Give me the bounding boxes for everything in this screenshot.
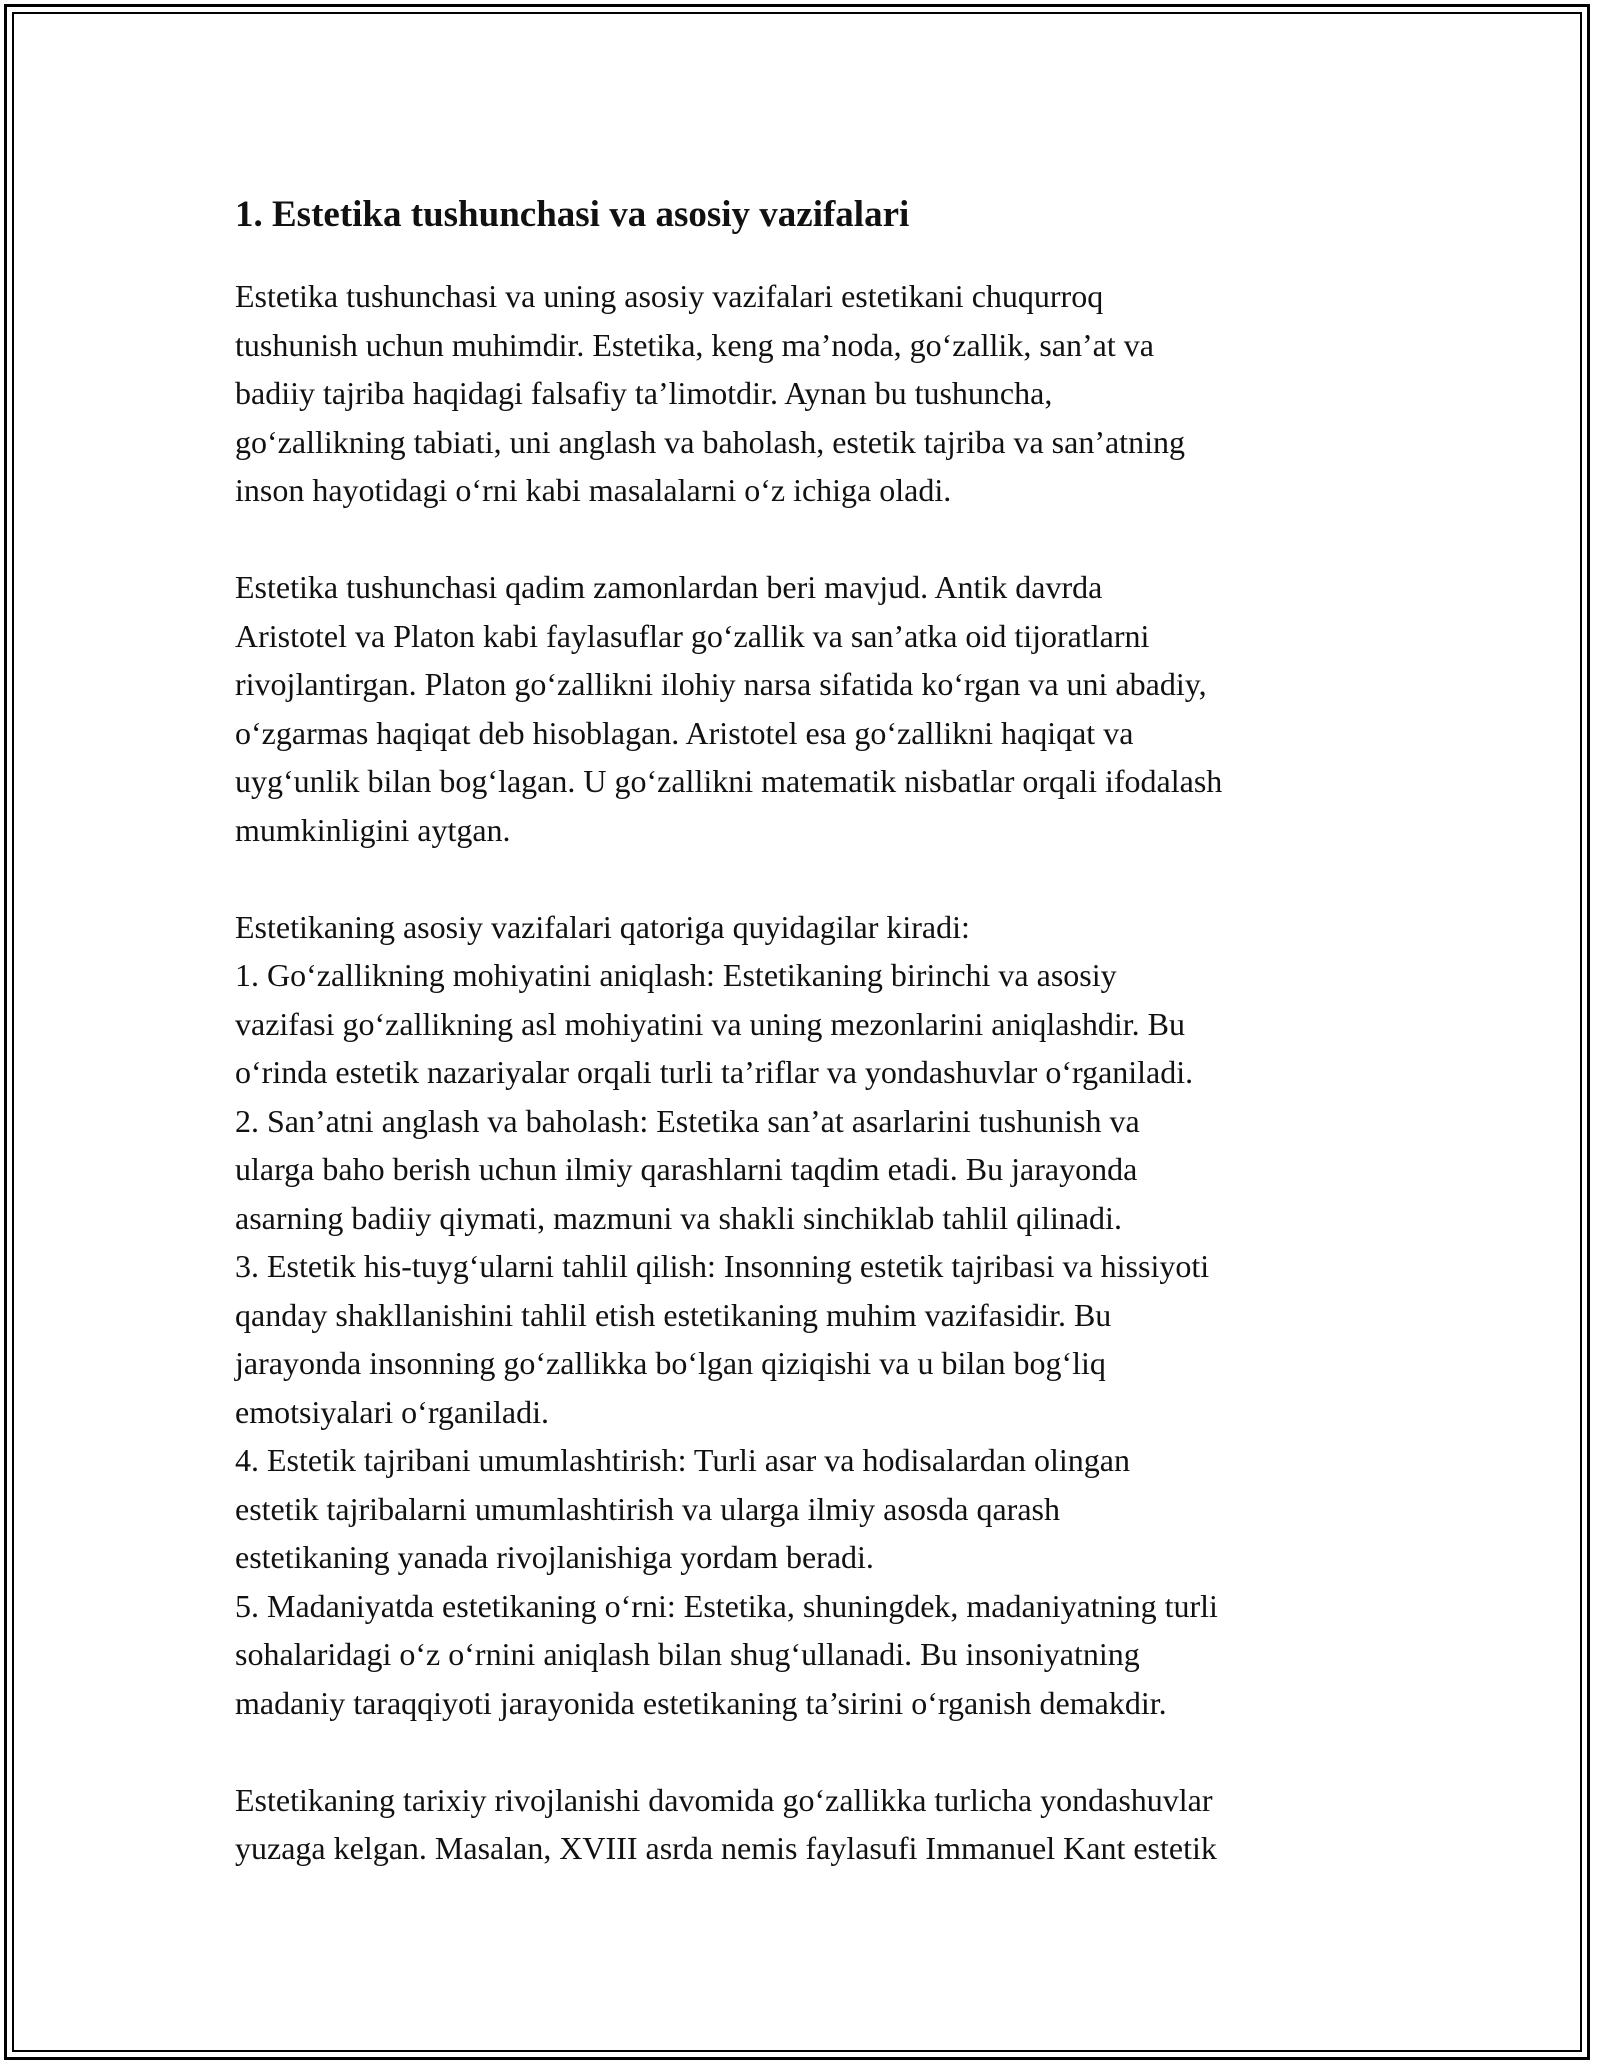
paragraph-gap: [235, 515, 1385, 564]
list-item-task-4: 4. Estetik tajribani umumlashtirish: Turli asar va hodisalardan olingan estetik tajribalarni umumlashtirish va ularga ilmiy asosda qarash estetikaning yanada rivojlanishiga yordam beradi.: [235, 1442, 1130, 1575]
paragraph-definition: Estetika tushunchasi va uning asosiy vazifalari estetikani chuqurroq tushunish uchun muhimdir. Estetika, keng ma’noda, go‘zallik, san’at va badiiy tajriba haqidagi falsafiy ta’limotdir. Aynan bu tushuncha, go‘zallikning tabiati, uni anglash va baholash, estetik tajriba va san’atning inson hayotidagi o‘rni kabi masalalarni o‘z ichiga oladi.: [235, 278, 1185, 508]
paragraph-gap: [235, 1727, 1385, 1776]
paragraph-tasks-intro: Estetikaning asosiy vazifalari qatoriga quyidagilar kiradi:: [235, 908, 970, 945]
section-heading: 1. Estetika tushunchasi va asosiy vazifalari: [235, 194, 910, 235]
list-item-task-2: 2. San’atni anglash va baholash: Estetika san’at asarlarini tushunish va ularga baho berish uchun ilmiy qarashlarni taqdim etadi. Bu jarayonda asarning badiiy qiymati, mazmuni va shakli sinchiklab tahlil qilinadi.: [235, 1102, 1140, 1236]
list-item-task-1: 1. Go‘zallikning mohiyatini aniqlash: Estetikaning birinchi va asosiy vazifasi go‘zallikning asl mohiyatini va uning mezonlarini aniqlashdir. Bu o‘rinda estetik nazariyalar orqali turli ta’riflar va yondashuvlar o‘rganiladi.: [235, 957, 1194, 1090]
paragraph-historical-development: Estetikaning tarixiy rivojlanishi davomida go‘zallikka turlicha yondashuvlar yuzaga kelgan. Masalan, XVIII asrda nemis faylasufi Immanuel Kant estetik: [235, 1781, 1217, 1866]
document-body: [235, 186, 1385, 1873]
paragraph-gap: [235, 854, 1385, 903]
paragraph-history: Estetika tushunchasi qadim zamonlardan beri mavjud. Antik davrda Aristotel va Platon kabi faylasuflar go‘zallik va san’atka oid tijoratlarni rivojlantirgan. Platon go‘zallikni ilohiy narsa sifatida ko‘rgan va uni abadiy, o‘zgarmas haqiqat deb hisoblagan. Aristotel esa go‘zallikni haqiqat va uyg‘unlik bilan bog‘lagan. U go‘zallikni matematik nisbatlar orqali ifodalash mumkinligini aytgan.: [235, 569, 1223, 848]
list-item-task-5: 5. Madaniyatda estetikaning o‘rni: Estetika, shuningdek, madaniyatning turli sohalaridagi o‘z o‘rnini aniqlash bilan shug‘ullanadi. Bu insoniyatning madaniy taraqqiyoti jarayonida estetikaning ta’sirini o‘rganish demakdir.: [235, 1587, 1218, 1721]
list-item-task-3: 3. Estetik his-tuyg‘ularni tahlil qilish: Insonning estetik tajribasi va hissiyoti qanday shakllanishini tahlil etish estetikaning muhim vazifasidir. Bu jarayonda insonning go‘zallikka bo‘lgan qiziqishi va u bilan bog‘liq emotsiyalari o‘rganiladi.: [235, 1248, 1210, 1430]
